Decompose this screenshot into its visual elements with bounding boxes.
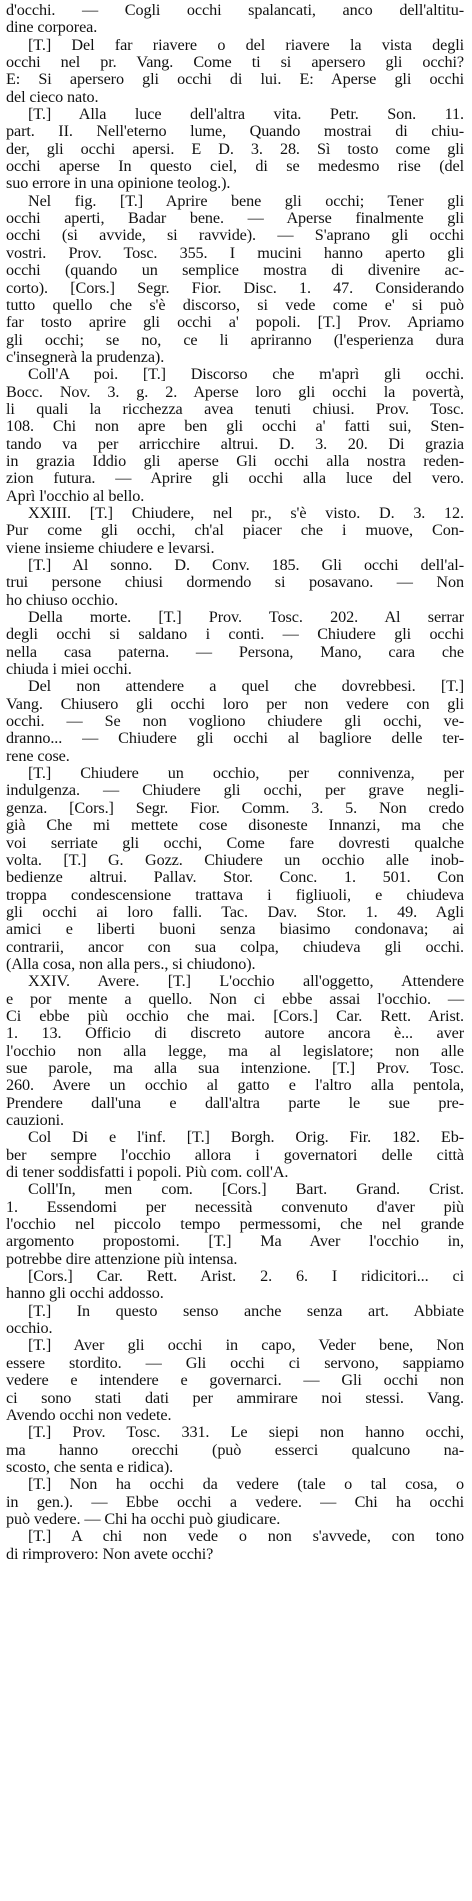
text-line: Ci ebbe più occhio che mai. [Cors.] Car. Rett. Arist. [6,1006,464,1025]
text-line: 108. Chi non apre ben gli occhi a' fatti sui, Sten- [6,417,464,436]
text-line: corto). [Cors.] Segr. Fior. Disc. 1. 47. Considerando [6,278,464,297]
text-line: l'occhio non alla legge, ma al legislatore; non alle [6,1041,464,1060]
text-line: rene cose. [6,746,70,765]
text-line: [T.] Prov. Tosc. 331. Le siepi non hanno occhi, [28,1423,464,1442]
text-line: del cieco nato. [6,87,99,106]
text-line: vostri. Prov. Tosc. 355. I mucini hanno aperto gli [6,243,464,262]
text-line: Nel fig. [T.] Aprire bene gli occhi; Tener gli [28,191,464,210]
text-line: occhi (si avvide, si ravvide). — S'aprano gli occhi [6,226,464,245]
text-line: [T.] Aver gli occhi in capo, Veder bene, Non [28,1336,464,1355]
text-line: d'occhi. — Cogli occhi spalancati, anco dell'altitu- [6,1,464,19]
text-line: dine corporea. [6,18,98,37]
text-line: può vedere. — Chi ha occhi può giudicare. [6,1509,281,1528]
text-line: scosto, che senta e ridica). [6,1457,174,1476]
text-line: ho chiuso occhio. [6,590,119,609]
text-line: Del non attendere a quel che dovrebbesi. [T.] [28,677,464,696]
text-line: in gen.). — Ebbe occhi a vedere. — Chi ha occhi [6,1492,464,1511]
text-line: chiuda i miei occhi. [6,660,132,679]
text-line: XXIV. Avere. [T.] L'occhio all'oggetto, Attendere [28,972,464,991]
text-line: Coll'In, men com. [Cors.] Bart. Grand. Crist. [28,1180,464,1199]
text-line: XXIII. [T.] Chiudere, nel pr., s'è visto. D. 3. 12. [28,503,464,522]
text-line: nella casa paterna. — Persona, Mano, cara che [6,642,464,661]
text-line: 1. 13. Officio di discreto autore ancora è... aver [6,1024,464,1043]
text-line: potrebbe dire attenzione più intensa. [6,1249,238,1268]
text-line: contrarii, ancor con sua colpa, chiudeva gli occhi. [6,937,464,956]
text-line: cauzioni. [6,1111,64,1129]
text-line: l'occhio nel piccolo tempo permessomi, che nel grande [6,1215,464,1234]
text-line: Col Di e l'inf. [T.] Borgh. Orig. Fir. 182. Eb- [28,1128,464,1147]
text-line: occhi aperse In questo ciel, di se medesmo rise (del [6,157,464,176]
text-line: [T.] Del far riavere o del riavere la vista degli [28,35,464,54]
text-line: in grazia Iddio gli aperse Gli occhi alla nostra reden- [6,451,464,470]
text-line: 1. Essendomi per necessità convenuto d'aver più [6,1197,464,1216]
text-line: voi serriate gli occhi, Come fare dovresti qualche [6,833,464,852]
text-line: genza. [Cors.] Segr. Fior. Comm. 3. 5. Non credo [6,798,464,817]
text-line: der, gli occhi apersi. E D. 3. 28. Sì tosto come gli [6,139,464,158]
text-line: dranno... — Chiudere gli occhi al bagliore delle ter- [6,729,464,748]
text-line: ber sempre l'occhio allora i governatori delle città [6,1145,464,1164]
text-line: tutto quello che s'è discorso, si vede come e' si può [6,295,464,314]
text-line: (Alla cosa, non alla pers., si chiudono). [6,954,256,973]
text-line: [T.] Chiudere un occhio, per connivenza, per [28,764,464,783]
text-line: occhio. [6,1319,53,1338]
text-line: occhi. — Se non vogliono chiudere gli occhi, ve- [6,712,464,731]
text-line: ma hanno orecchi (può esserci qualcuno na- [6,1440,464,1459]
text-line: [T.] Non ha occhi da vedere (tale o tal cosa, o [28,1475,464,1494]
text-line: Bocc. Nov. 3. g. 2. Aperse loro gli occhi la povertà, [6,382,464,401]
text-line: amici e liberti buoni senza biasimo condonava; ai [6,920,464,939]
text-line: ci sono stati dati per ammirare noi stessi. Vang. [6,1388,464,1407]
text-line: Prendere dall'una e dall'altra parte le sue pre- [6,1093,464,1112]
text-line: già Che mi mettete cose disoneste Innanzi, ma che [6,816,464,835]
text-line: degli occhi si saldano i conti. — Chiudere gli occhi [6,625,464,644]
text-line: troppa condescensione trattava i figliuoli, e chiudeva [6,885,464,904]
text-line: occhi nel pr. Vang. Come ti si apersero gli occhi? [6,53,464,72]
text-line: bedienze altrui. Pallav. Stor. Conc. 1. 501. Con [6,868,464,887]
text-line: tando va per arricchire altrui. D. 3. 20. Di grazia [6,434,464,453]
text-line: gli occhi ai loro falli. Tac. Dav. Stor. 1. 49. Agli [6,902,464,921]
text-line: Avendo occhi non vedete. [6,1405,172,1424]
text-line: [T.] A chi non vede o non s'avvede, con tono [28,1527,464,1546]
text-line: zion futura. — Aprire gli occhi alla luce del vero. [6,469,464,488]
text-line: [T.] Alla luce dell'altra vita. Petr. Son. 11. [28,105,464,124]
text-line: di tener soddisfatti i popoli. Più com. coll'A. [6,1163,289,1182]
text-line: E: Si apersero gli occhi di lui. E: Aperse gli occhi [6,70,464,89]
text-line: hanno gli occhi addosso. [6,1284,164,1303]
text-line: [T.] In questo senso anche senza art. Abbiate [28,1301,464,1320]
text-line: sue parole, ma alla sua intenzione. [T.] Prov. Tosc. [6,1058,464,1077]
text-line: part. II. Nell'eterno lume, Quando mostrai di chiu- [6,122,464,141]
text-line: Della morte. [T.] Prov. Tosc. 202. Al serrar [28,608,464,627]
text-line: 260. Avere un occhio al gatto e l'altro alla pentola, [6,1076,464,1095]
text-line: [Cors.] Car. Rett. Arist. 2. 6. I ridicitori... ci [28,1267,464,1286]
text-line: occhi (quando un semplice mostra di divenire ac- [6,261,464,280]
text-line: c'insegnerà la prudenza). [6,347,165,366]
text-line: argomento propostomi. [T.] Ma Aver l'occhio in, [6,1232,464,1251]
text-line: Vang. Chiusero gli occhi loro per non vedere con gli [6,694,464,713]
text-line: li quali la ricchezza avea tenuti chiusi. Prov. Tosc. [6,399,464,418]
text-line: gli occhi; se no, ce li apriranno (l'esperienza dura [6,330,464,349]
text-line: Pur come gli occhi, ch'al piacer che i muove, Con- [6,521,464,540]
text-line: occhi aperti, Badar bene. — Aperse finalmente gli [6,209,464,228]
text-line: far tosto aprire gli occhi a' popoli. [T.] Prov. Apriamo [6,313,464,332]
text-line: suo errore in una opinione teolog.). [6,174,231,193]
text-line: viene insieme chiudere e levarsi. [6,538,215,557]
text-line: di rimprovero: Non avete occhi? [6,1544,214,1563]
text-line: e por mente a quello. Non ci ebbe assai l'occhio. — [6,989,464,1008]
text-line: [T.] Al sonno. D. Conv. 185. Gli occhi dell'al- [28,556,464,574]
text-line: indulgenza. — Chiudere gli occhi, per grave negli- [6,781,464,800]
text-line: Coll'A poi. [T.] Discorso che m'aprì gli occhi. [28,365,464,384]
text-line: essere stordito. — Gli occhi ci servono, sappiamo [6,1353,464,1372]
text-line: trui persone chiusi dormendo si posavano. — Non [6,573,464,592]
text-line: vedere e intendere e governarci. — Gli occhi non [6,1371,464,1390]
text-line: Aprì l'occhio al bello. [6,486,145,505]
text-line: volta. [T.] G. Gozz. Chiudere un occhio alle inob- [6,850,464,869]
